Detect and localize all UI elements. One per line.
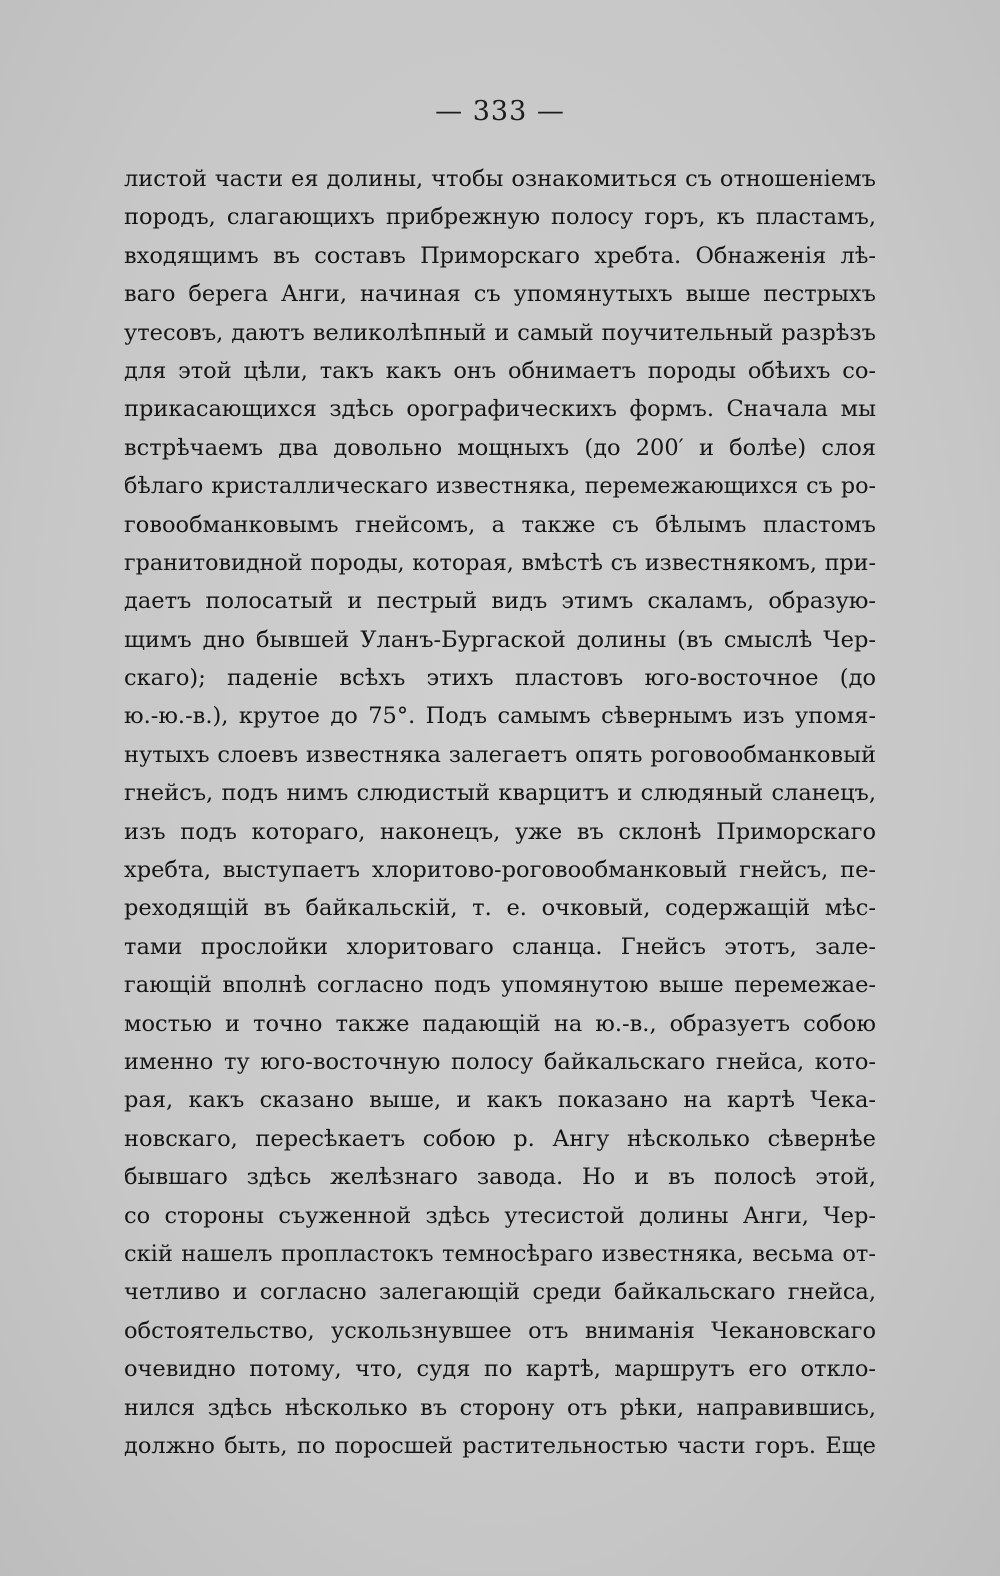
text-line: со стороны съуженной здѣсь утесистой долины Анги, Чер- <box>124 1202 876 1229</box>
text-line: прикасающихся здѣсь орографическихъ формъ. Сначала мы <box>124 396 876 423</box>
text-line: породъ, слагающихъ прибрежную полосу горъ, къ пластамъ, <box>124 204 876 231</box>
text-line: должно быть, по поросшей растительностью части горъ. Еще <box>124 1432 876 1459</box>
text-line: реходящій въ байкальскій, т. е. очковый, содержащій мѣс- <box>124 895 876 922</box>
text-line: рая, какъ сказано выше, и какъ показано на картѣ Чека- <box>124 1087 876 1114</box>
text-line: встрѣчаемъ два довольно мощныхъ (до 200′ и болѣе) слоя <box>124 434 876 461</box>
text-line: входящимъ въ составъ Приморскаго хребта. Обнаженія лѣ- <box>124 242 876 269</box>
text-line: бывшаго здѣсь желѣзнаго завода. Но и въ полосѣ этой, <box>124 1164 876 1191</box>
text-line: именно ту юго-восточную полосу байкальскаго гнейса, кото- <box>124 1048 876 1075</box>
text-line: изъ подъ котораго, наконецъ, уже въ склонѣ Приморскаго <box>124 818 876 845</box>
text-line: гранитовидной породы, которая, вмѣстѣ съ известнякомъ, при- <box>124 549 876 576</box>
text-line: листой части ея долины, чтобы ознакомиться съ отношеніемъ <box>124 166 876 192</box>
text-line: очевидно потому, что, судя по картѣ, маршрутъ его откло- <box>124 1356 876 1383</box>
text-line: щимъ дно бывшей Уланъ-Бургаской долины (въ смыслѣ Чер- <box>124 626 876 653</box>
text-line: гнейсъ, подъ нимъ слюдистый кварцитъ и слюдяный сланецъ, <box>124 780 876 807</box>
text-line: нутыхъ слоевъ известняка залегаетъ опять роговообманковый <box>124 741 876 768</box>
text-line: скій нашелъ пропластокъ темносѣраго известняка, весьма от- <box>124 1240 876 1267</box>
page-number: — 333 — <box>435 96 565 127</box>
text-line: скаго); паденіе всѣхъ этихъ пластовъ юго-восточное (до <box>124 665 876 692</box>
text-line: для этой цѣли, такъ какъ онъ обнимаетъ породы обѣихъ со- <box>124 357 876 384</box>
text-line: нился здѣсь нѣсколько въ сторону отъ рѣки, направившись, <box>124 1394 876 1421</box>
text-line: ю.-ю.-в.), крутое до 75°. Подъ самымъ сѣвернымъ изъ упомя- <box>124 703 876 730</box>
text-line: обстоятельство, ускользнувшее отъ вниманія Чекановскаго <box>124 1317 876 1344</box>
body-text <box>124 160 876 1465</box>
text-line: утесовъ, даютъ великолѣпный и самый поучительный разрѣзъ <box>124 319 876 346</box>
text-line: бѣлаго кристаллическаго известняка, перемежающихся съ ро- <box>124 473 876 500</box>
text-line: гающій вполнѣ согласно подъ упомянутою выше перемежае- <box>124 972 876 999</box>
text-line: мостью и точно также падающій на ю.-в., образуетъ собою <box>124 1010 876 1037</box>
text-line: хребта, выступаетъ хлоритово-роговообманковый гнейсъ, пе- <box>124 857 876 884</box>
text-line: новскаго, пересѣкаетъ собою р. Ангу нѣсколько сѣвернѣе <box>124 1125 876 1152</box>
text-line: даетъ полосатый и пестрый видъ этимъ скаламъ, образую- <box>124 588 876 615</box>
text-line: тами прослойки хлоритоваго сланца. Гнейсъ этотъ, зале- <box>124 933 876 960</box>
text-line: четливо и согласно залегающій среди байкальскаго гнейса, <box>124 1279 876 1306</box>
text-line: говообманковымъ гнейсомъ, а также съ бѣлымъ пластомъ <box>124 511 876 538</box>
text-line: ваго берега Анги, начиная съ упомянутыхъ выше пестрыхъ <box>124 281 876 308</box>
